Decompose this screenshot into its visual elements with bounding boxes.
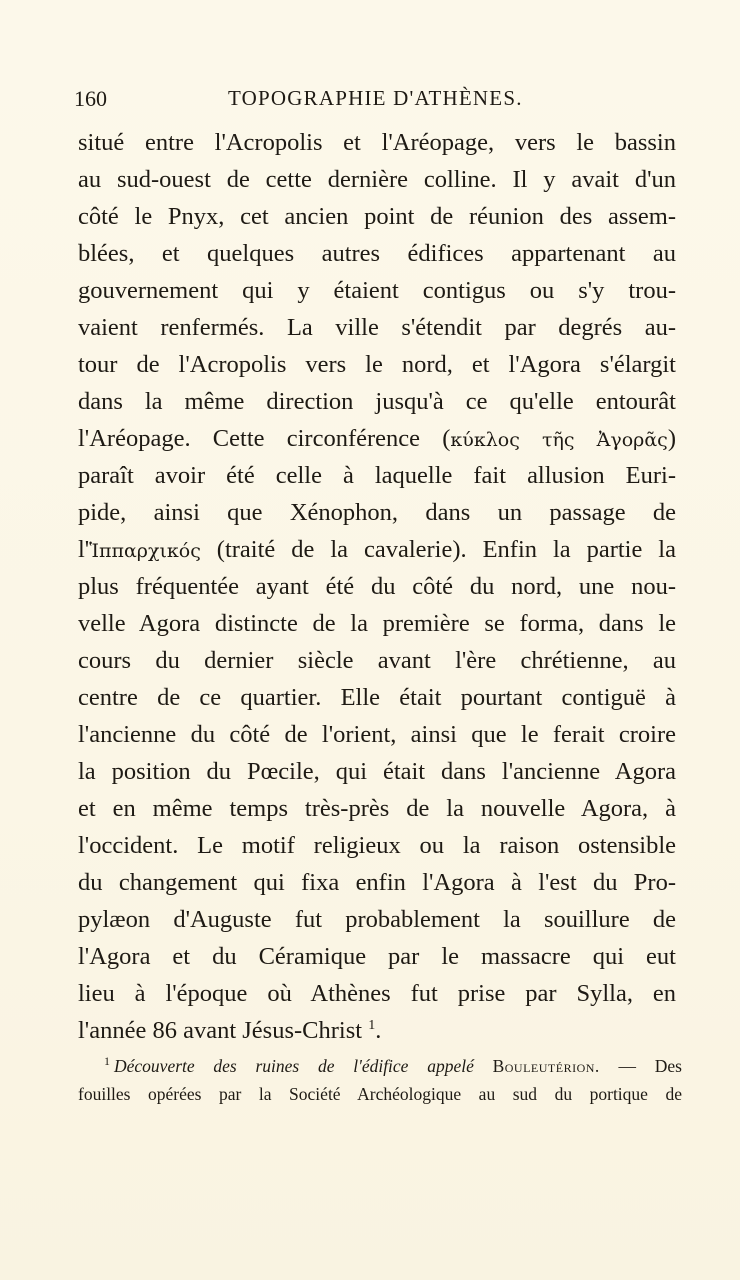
text-segment: l'Aréopage. Cette circonférence ( — [78, 425, 451, 452]
text-line: cours du dernier siècle avant l'ère chrétienne, au — [78, 647, 676, 674]
text-line: gouvernement qui y étaient contigus ou s'y trou- — [78, 277, 676, 304]
text-line: plus fréquentée ayant été du côté du nord, une nou- — [78, 573, 676, 600]
text-line: tour de l'Acropolis vers le nord, et l'Agora s'élargit — [78, 351, 676, 378]
text-line: pylæon d'Auguste fut probablement la souillure de — [78, 906, 676, 933]
text-line: l'Agora et du Céramique par le massacre qui eut — [78, 943, 676, 970]
footnote-text: — Des — [599, 1056, 682, 1076]
text-line: paraît avoir été celle à laquelle fait allusion Euri- — [78, 462, 676, 489]
text-line: la position du Pœcile, qui était dans l'ancienne Agora — [78, 758, 676, 785]
footnote-line: fouilles opérées par la Société Archéologique au sud du portique de — [78, 1084, 682, 1104]
text-line: centre de ce quartier. Elle était pourtant contiguë à — [78, 684, 676, 711]
greek-phrase: κύκλος τῆς Ἀγορᾶς — [450, 429, 668, 451]
footnote — [78, 1052, 682, 1108]
footnote-italic: Découverte des ruines de l'édifice appelé — [114, 1056, 474, 1076]
text-segment: ) — [667, 425, 676, 452]
text-line: velle Agora distincte de la première se forma, dans le — [78, 610, 676, 637]
running-title: TOPOGRAPHIE D'ATHÈNES. — [228, 86, 523, 110]
text-line: lieu à l'époque où Athènes fut prise par Sylla, en — [78, 980, 676, 1007]
footnote-number: 1 — [104, 1054, 110, 1069]
text-segment: l' — [78, 536, 90, 563]
text-segment: . — [375, 1017, 382, 1044]
text-line: côté le Pnyx, cet ancien point de réunion des assem- — [78, 203, 676, 230]
page-header — [74, 86, 674, 120]
text-line: pide, ainsi que Xénophon, dans un passage de — [78, 499, 676, 526]
text-line: l'occident. Le motif religieux ou la raison ostensible — [78, 832, 676, 859]
text-line: au sud-ouest de cette dernière colline. Il y avait d'un — [78, 166, 676, 193]
footnote-line — [78, 1052, 682, 1080]
text-line: dans la même direction jusqu'à ce qu'elle entourât — [78, 388, 676, 415]
footnote-reference[interactable]: 1 — [368, 1017, 376, 1033]
text-line: vaient renfermés. La ville s'étendit par degrés au- — [78, 314, 676, 341]
text-line: situé entre l'Acropolis et l'Aréopage, vers le bassin — [78, 129, 676, 156]
text-line-last — [78, 1012, 676, 1049]
text-line: blées, et quelques autres édifices appartenant au — [78, 240, 676, 267]
text-line: du changement qui fixa enfin l'Agora à l'est du Pro- — [78, 869, 676, 896]
text-segment: (traité de la cavalerie). Enfin la partie la — [200, 536, 676, 563]
text-line-greek — [78, 420, 676, 457]
footnote-smallcaps: Bouleutérion. — [492, 1056, 600, 1076]
text-segment: l'année 86 avant Jésus-Christ — [78, 1017, 363, 1044]
greek-word: Ἱππαρχικός — [89, 540, 201, 562]
text-line: l'ancienne du côté de l'orient, ainsi que le ferait croire — [78, 721, 676, 748]
text-line: et en même temps très-près de la nouvelle Agora, à — [78, 795, 676, 822]
text-line-greek — [78, 531, 676, 568]
page-number: 160 — [74, 86, 107, 111]
body-text — [78, 124, 676, 1049]
